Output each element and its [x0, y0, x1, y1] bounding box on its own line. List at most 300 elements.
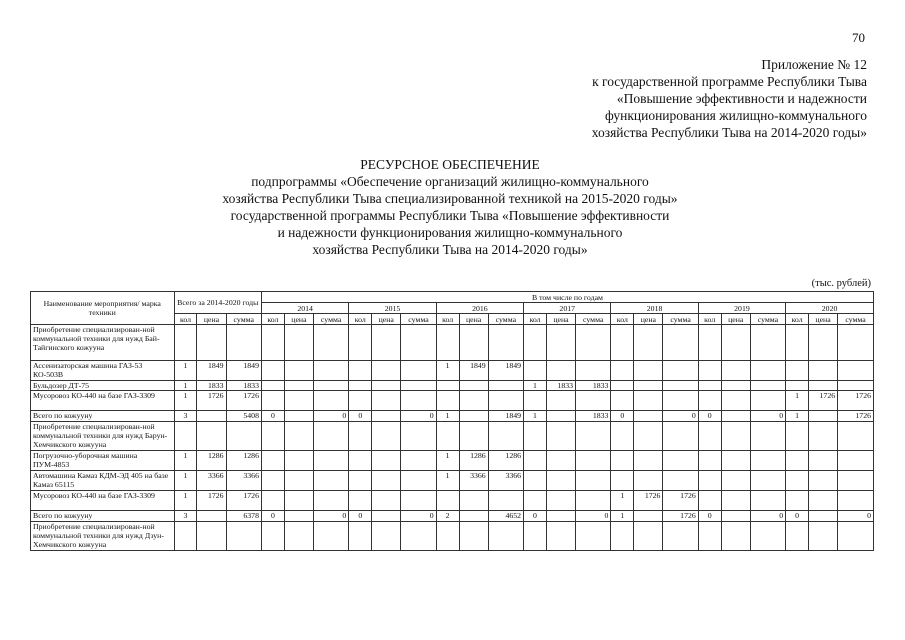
table-cell — [634, 422, 663, 451]
table-cell — [459, 522, 488, 551]
table-cell — [838, 325, 874, 361]
table-cell: 1849 — [488, 361, 523, 381]
header-sub: сумма — [313, 314, 348, 325]
table-row — [31, 511, 874, 522]
header-sub: кол — [349, 314, 372, 325]
table-cell — [611, 522, 634, 551]
table-cell: 0 — [261, 511, 284, 522]
table-cell — [488, 391, 523, 411]
table-cell: 1 — [436, 451, 459, 471]
table-cell: 1 — [436, 361, 459, 381]
table-cell: 1833 — [576, 381, 611, 391]
table-cell — [634, 471, 663, 491]
table-cell — [786, 381, 809, 391]
table-cell — [349, 451, 372, 471]
row-label: Приобретение специализирован-ной коммунальной техники для нужд Дзун-Хемчикского кожууна — [31, 522, 175, 551]
row-label: Бульдозер ДТ-75 — [31, 381, 175, 391]
table-cell: 1 — [174, 361, 197, 381]
table-cell — [698, 422, 721, 451]
table-cell — [576, 491, 611, 511]
table-cell — [786, 325, 809, 361]
table-row — [31, 422, 874, 451]
table-cell — [786, 422, 809, 451]
row-label: Всего по кожууну — [31, 511, 175, 522]
table-cell — [313, 522, 348, 551]
table-cell: 0 — [750, 411, 785, 422]
table-cell — [663, 391, 698, 411]
table-cell — [226, 422, 261, 451]
units-label: (тыс. рублей) — [811, 278, 871, 289]
table-cell — [488, 325, 523, 361]
table-cell: 1 — [786, 391, 809, 411]
table-cell: 1726 — [197, 391, 226, 411]
table-cell: 0 — [750, 511, 785, 522]
table-row — [31, 361, 874, 381]
table-row — [31, 451, 874, 471]
header-year: 2020 — [786, 303, 874, 314]
table-cell — [838, 471, 874, 491]
table-cell — [459, 391, 488, 411]
table-cell — [436, 522, 459, 551]
table-cell — [524, 361, 547, 381]
table-cell — [576, 451, 611, 471]
table-cell — [663, 522, 698, 551]
header-sub: кол — [261, 314, 284, 325]
table-cell — [401, 422, 436, 451]
table-cell: 1286 — [459, 451, 488, 471]
table-cell — [401, 325, 436, 361]
table-cell — [634, 361, 663, 381]
table-cell — [721, 361, 750, 381]
table-cell: 6378 — [226, 511, 261, 522]
table-cell — [750, 451, 785, 471]
table-cell: 1833 — [546, 381, 575, 391]
table-cell — [372, 522, 401, 551]
table-cell: 1726 — [663, 491, 698, 511]
row-label: Приобретение специализирован-ной коммунальной техники для нужд Барун-Хемчикского кожууна — [31, 422, 175, 451]
table-cell — [698, 451, 721, 471]
table-cell: 0 — [313, 511, 348, 522]
table-cell: 0 — [524, 511, 547, 522]
table-cell — [809, 451, 838, 471]
table-cell — [372, 391, 401, 411]
table-cell — [809, 422, 838, 451]
table-cell: 2 — [436, 511, 459, 522]
appendix-reference — [507, 56, 867, 141]
table-cell — [809, 511, 838, 522]
table-cell — [459, 491, 488, 511]
title-line: хозяйства Республики Тыва на 2014-2020 годы» — [312, 242, 588, 257]
table-cell: 5408 — [226, 411, 261, 422]
table-cell — [197, 411, 226, 422]
title-line: государственной программы Республики Тыва «Повышение эффективности — [230, 208, 670, 223]
table-cell — [546, 325, 575, 361]
table-cell — [809, 361, 838, 381]
table-cell — [611, 325, 634, 361]
table-cell — [611, 451, 634, 471]
table-cell — [524, 471, 547, 491]
table-cell — [401, 451, 436, 471]
table-cell — [459, 411, 488, 422]
table-cell — [721, 411, 750, 422]
table-cell — [546, 522, 575, 551]
table-cell — [226, 325, 261, 361]
table-cell — [838, 361, 874, 381]
table-cell: 1286 — [488, 451, 523, 471]
table-cell — [197, 511, 226, 522]
table-cell: 0 — [698, 511, 721, 522]
table-cell — [838, 522, 874, 551]
table-cell — [436, 325, 459, 361]
table-cell — [284, 361, 313, 381]
table-cell — [261, 422, 284, 451]
table-cell: 0 — [261, 411, 284, 422]
table-cell — [488, 422, 523, 451]
row-label: Ассенизаторская машина ГАЗ-53 КО-503В — [31, 361, 175, 381]
table-cell — [809, 522, 838, 551]
table-cell — [349, 391, 372, 411]
table-cell — [611, 381, 634, 391]
table-cell: 1 — [436, 411, 459, 422]
table-cell — [721, 491, 750, 511]
table-cell: 1 — [524, 381, 547, 391]
table-cell — [436, 491, 459, 511]
appendix-line: функционирования жилищно-коммунального — [604, 108, 867, 123]
table-cell — [174, 422, 197, 451]
appendix-line: к государственной программе Республики Тыва — [592, 74, 867, 89]
row-label: Погрузочно-уборочная машина ПУМ-4853 — [31, 451, 175, 471]
table-cell — [284, 325, 313, 361]
table-cell: 1726 — [663, 511, 698, 522]
header-sub: сумма — [750, 314, 785, 325]
table-cell: 1 — [611, 511, 634, 522]
table-cell: 1726 — [226, 391, 261, 411]
header-sub: кол — [524, 314, 547, 325]
table-cell — [750, 381, 785, 391]
table-cell — [524, 391, 547, 411]
table-cell — [401, 471, 436, 491]
table-cell — [750, 471, 785, 491]
header-sub: сумма — [226, 314, 261, 325]
table-cell — [524, 522, 547, 551]
table-cell — [750, 361, 785, 381]
table-cell — [488, 491, 523, 511]
table-cell — [284, 511, 313, 522]
table-cell: 0 — [313, 411, 348, 422]
table-cell: 1726 — [838, 411, 874, 422]
header-sub: цена — [546, 314, 575, 325]
table-cell — [663, 471, 698, 491]
table-cell: 3366 — [459, 471, 488, 491]
table-cell — [721, 471, 750, 491]
table-cell — [576, 422, 611, 451]
table-cell — [284, 451, 313, 471]
table-row — [31, 491, 874, 511]
table-cell — [284, 471, 313, 491]
table-cell: 1 — [611, 491, 634, 511]
table-cell: 4652 — [488, 511, 523, 522]
table-cell — [197, 422, 226, 451]
table-cell: 1 — [524, 411, 547, 422]
table-cell — [634, 411, 663, 422]
table-row — [31, 471, 874, 491]
table-cell — [809, 381, 838, 391]
table-cell — [174, 325, 197, 361]
table-cell — [750, 422, 785, 451]
table-cell — [698, 522, 721, 551]
table-cell — [459, 511, 488, 522]
table-cell — [372, 422, 401, 451]
table-cell — [750, 391, 785, 411]
header-sub: кол — [436, 314, 459, 325]
row-label: Приобретение специализирован-ной коммунальной техники для нужд Бай-Тайгинского кожууна — [31, 325, 175, 361]
table-cell: 1726 — [634, 491, 663, 511]
table-cell — [372, 511, 401, 522]
page-number: 70 — [852, 30, 865, 45]
table-cell — [261, 522, 284, 551]
table-cell — [524, 325, 547, 361]
table-cell: 1286 — [226, 451, 261, 471]
header-sub: цена — [372, 314, 401, 325]
title-heading: РЕСУРСНОЕ ОБЕСПЕЧЕНИЕ — [360, 157, 540, 172]
row-label: Мусоровоз КО-440 на базе ГАЗ-3309 — [31, 491, 175, 511]
header-sub: цена — [809, 314, 838, 325]
table-cell — [786, 471, 809, 491]
table-cell — [313, 391, 348, 411]
header-sub: сумма — [838, 314, 874, 325]
table-cell: 1726 — [197, 491, 226, 511]
table-cell — [284, 422, 313, 451]
table-cell — [284, 411, 313, 422]
header-sub: цена — [721, 314, 750, 325]
table-cell — [284, 391, 313, 411]
table-cell — [261, 325, 284, 361]
header-year: 2017 — [524, 303, 611, 314]
table-cell — [721, 391, 750, 411]
table-cell — [349, 381, 372, 391]
table-row — [31, 381, 874, 391]
header-name: Наименование мероприятия/ марка техники — [31, 292, 175, 325]
table-cell — [261, 491, 284, 511]
header-sub: кол — [611, 314, 634, 325]
header-sub: кол — [174, 314, 197, 325]
table-cell: 0 — [611, 411, 634, 422]
table-cell: 1833 — [226, 381, 261, 391]
table-cell — [436, 422, 459, 451]
table-cell — [786, 451, 809, 471]
table-cell — [634, 522, 663, 551]
header-year: 2015 — [349, 303, 436, 314]
table-cell — [698, 471, 721, 491]
table-cell: 3366 — [488, 471, 523, 491]
table-cell — [576, 325, 611, 361]
table-cell — [313, 325, 348, 361]
table-cell — [349, 325, 372, 361]
table-cell — [634, 381, 663, 391]
table-cell — [809, 411, 838, 422]
table-cell — [546, 411, 575, 422]
table-cell — [459, 422, 488, 451]
table-cell — [611, 471, 634, 491]
table-cell: 1 — [174, 451, 197, 471]
table-cell — [721, 325, 750, 361]
table-cell: 1 — [786, 411, 809, 422]
table-cell: 1 — [174, 471, 197, 491]
table-cell — [576, 471, 611, 491]
table-cell — [372, 451, 401, 471]
table-cell — [261, 361, 284, 381]
table-cell — [261, 381, 284, 391]
title-line: и надежности функционирования жилищно-коммунального — [277, 225, 623, 240]
title-line: хозяйства Республики Тыва специализированной техникой на 2015-2020 годы» — [222, 191, 678, 206]
table-cell — [634, 391, 663, 411]
table-cell — [436, 391, 459, 411]
header-by-years: В том числе по годам — [261, 292, 873, 303]
table-cell: 0 — [838, 511, 874, 522]
table-cell: 1726 — [809, 391, 838, 411]
table-cell: 3 — [174, 511, 197, 522]
table-cell — [488, 522, 523, 551]
table-cell — [372, 471, 401, 491]
table-cell — [197, 522, 226, 551]
table-cell — [284, 522, 313, 551]
header-sub: цена — [459, 314, 488, 325]
table-cell — [546, 391, 575, 411]
table-cell — [721, 511, 750, 522]
table-cell — [546, 422, 575, 451]
table-cell — [721, 451, 750, 471]
table-cell — [634, 511, 663, 522]
table-cell — [721, 422, 750, 451]
header-year: 2016 — [436, 303, 523, 314]
table-cell — [524, 451, 547, 471]
table-cell — [698, 361, 721, 381]
table-cell — [698, 381, 721, 391]
table-cell — [721, 381, 750, 391]
header-year: 2018 — [611, 303, 698, 314]
table-cell: 1726 — [838, 391, 874, 411]
table-cell — [611, 422, 634, 451]
table-cell — [546, 471, 575, 491]
table-cell — [809, 471, 838, 491]
table-cell: 1 — [436, 471, 459, 491]
table-cell — [372, 325, 401, 361]
table-cell: 1 — [174, 391, 197, 411]
table-cell — [838, 491, 874, 511]
table-cell — [546, 511, 575, 522]
table-cell: 0 — [576, 511, 611, 522]
appendix-line: «Повышение эффективности и надежности — [616, 91, 867, 106]
table-cell — [663, 381, 698, 391]
table-cell — [372, 361, 401, 381]
header-year: 2014 — [261, 303, 348, 314]
table-cell — [524, 491, 547, 511]
table-cell — [786, 491, 809, 511]
table-cell: 0 — [401, 411, 436, 422]
table-cell — [226, 522, 261, 551]
table-cell: 1 — [174, 491, 197, 511]
table-row — [31, 391, 874, 411]
table-cell — [349, 491, 372, 511]
table-cell — [261, 391, 284, 411]
table-cell — [663, 422, 698, 451]
table-cell: 1849 — [197, 361, 226, 381]
table-row — [31, 325, 874, 361]
table-cell — [838, 381, 874, 391]
table-cell — [611, 391, 634, 411]
table-cell — [313, 471, 348, 491]
table-cell — [349, 522, 372, 551]
table-cell: 0 — [401, 511, 436, 522]
table-cell — [576, 522, 611, 551]
title-line: подпрограммы «Обеспечение организаций жилищно-коммунального — [251, 174, 649, 189]
resource-table — [30, 291, 874, 551]
table-cell: 1 — [174, 381, 197, 391]
table-cell: 1849 — [488, 411, 523, 422]
table-cell — [401, 391, 436, 411]
table-cell: 1286 — [197, 451, 226, 471]
table-cell — [349, 422, 372, 451]
table-cell — [313, 361, 348, 381]
table-cell — [698, 391, 721, 411]
table-cell — [838, 451, 874, 471]
table-cell — [809, 325, 838, 361]
table-cell: 1849 — [226, 361, 261, 381]
table-cell — [786, 361, 809, 381]
header-sub: сумма — [663, 314, 698, 325]
table-cell — [401, 361, 436, 381]
table-cell: 0 — [786, 511, 809, 522]
table-cell — [372, 491, 401, 511]
header-sub: цена — [197, 314, 226, 325]
table-cell — [284, 491, 313, 511]
table-cell: 3 — [174, 411, 197, 422]
table-cell — [459, 381, 488, 391]
table-cell — [313, 422, 348, 451]
table-cell — [197, 325, 226, 361]
table-cell: 1726 — [226, 491, 261, 511]
table-cell — [750, 491, 785, 511]
row-label: Мусоровоз КО-440 на базе ГАЗ-3309 — [31, 391, 175, 411]
table-cell: 0 — [349, 511, 372, 522]
table-cell — [750, 522, 785, 551]
row-label: Всего по кожууну — [31, 411, 175, 422]
header-sub: кол — [786, 314, 809, 325]
header-sub: сумма — [488, 314, 523, 325]
table-cell — [611, 361, 634, 381]
header-sub: цена — [634, 314, 663, 325]
table-cell — [663, 451, 698, 471]
table-cell: 0 — [663, 411, 698, 422]
table-cell: 3366 — [226, 471, 261, 491]
table-cell — [786, 522, 809, 551]
table-cell — [284, 381, 313, 391]
table-cell — [698, 325, 721, 361]
appendix-line: Приложение № 12 — [761, 57, 867, 72]
header-sub: сумма — [576, 314, 611, 325]
table-cell — [546, 491, 575, 511]
table-cell — [546, 451, 575, 471]
header-total: Всего за 2014-2020 годы — [174, 292, 261, 314]
table-cell — [313, 451, 348, 471]
table-cell: 0 — [698, 411, 721, 422]
table-cell — [401, 381, 436, 391]
table-cell — [174, 522, 197, 551]
table-cell: 1833 — [576, 411, 611, 422]
table-cell — [576, 391, 611, 411]
table-cell: 1849 — [459, 361, 488, 381]
header-sub: цена — [284, 314, 313, 325]
